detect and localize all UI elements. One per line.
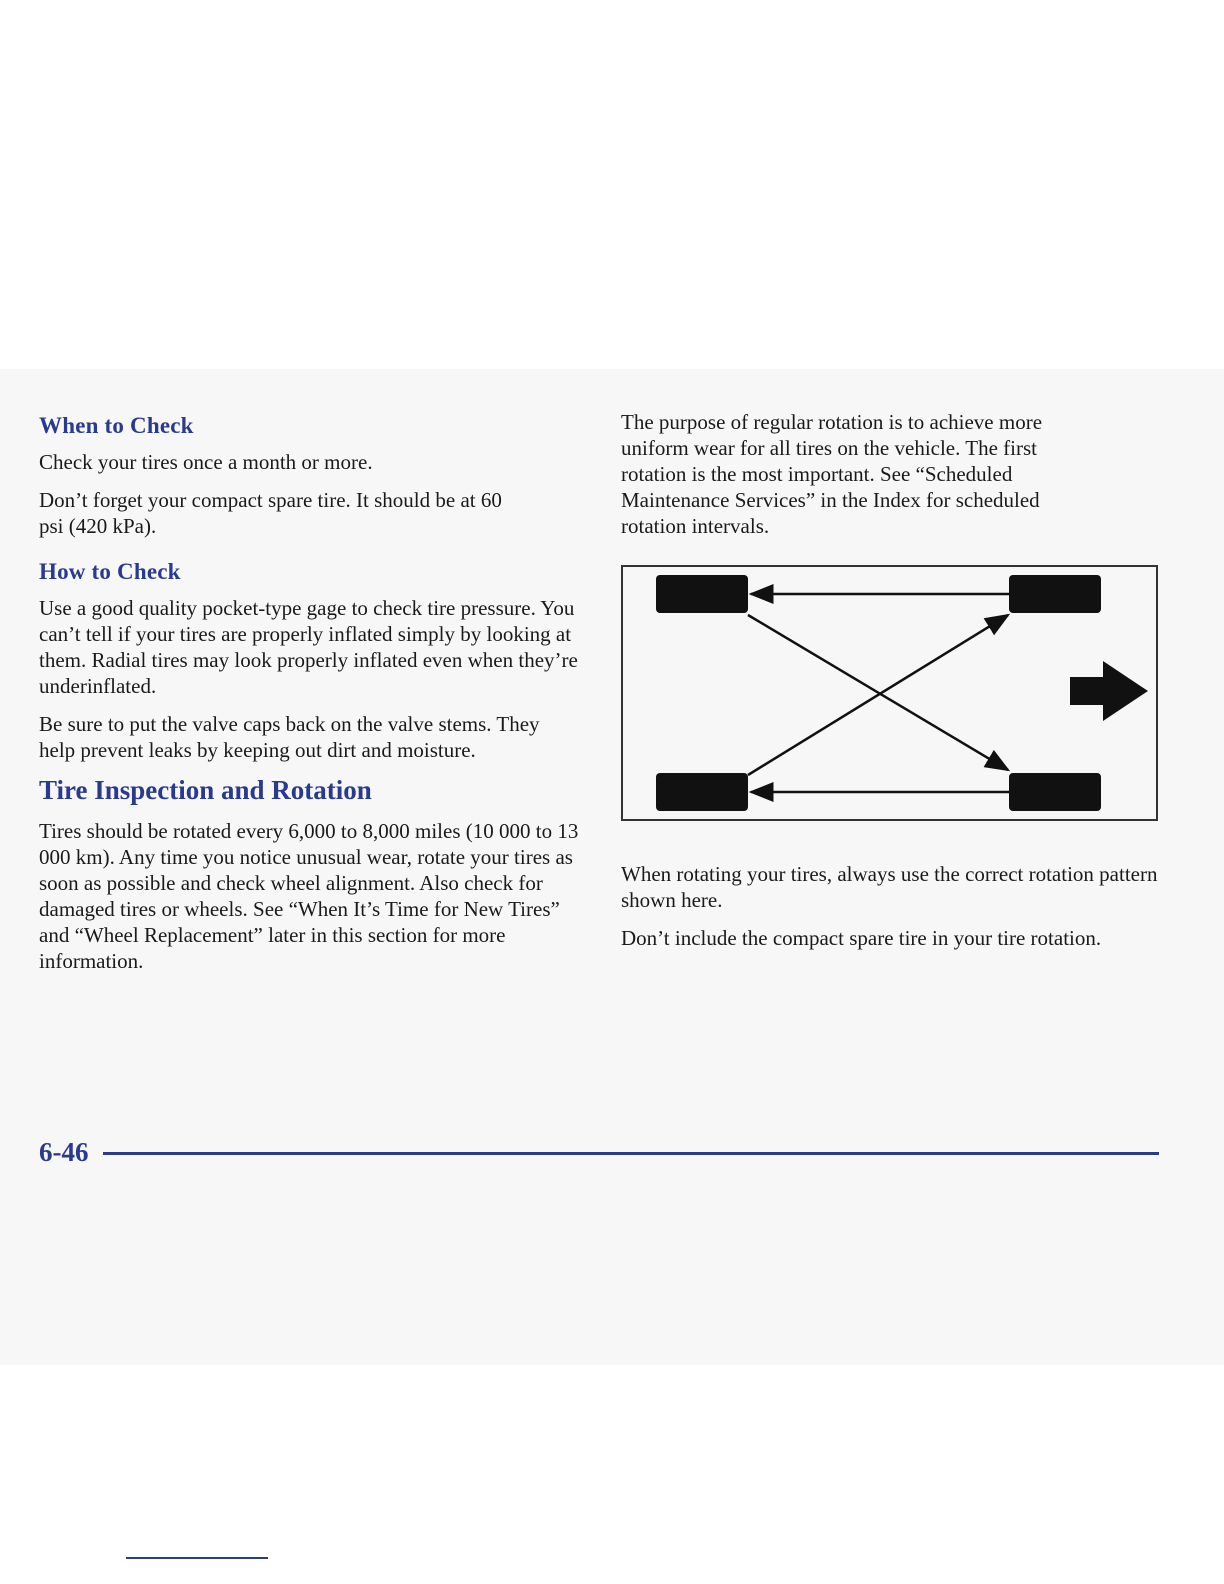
bottom-link-underline [126,1557,268,1559]
rotation-pattern-paragraph: When rotating your tires, always use the correct rotation pattern shown here. [621,862,1158,912]
manual-page [0,369,1224,1365]
purpose-paragraph: The purpose of regular rotation is to achieve more uniform wear for all tires on the vehicle. The first rotation is the most important. See “Scheduled Maintenance Services” in the Index for scheduled rotation intervals. [621,410,1043,538]
tire-rotation-diagram [621,565,1158,821]
tire-inspection-rotation-heading: Tire Inspection and Rotation [39,775,372,805]
forward-arrow-icon [1070,661,1148,721]
when-paragraph-1: Check your tires once a month or more. [39,450,373,474]
when-paragraph-2: Don’t forget your compact spare tire. It should be at 60 psi (420 kPa). [39,488,502,538]
rotation-paragraph: Tires should be rotated every 6,000 to 8,000 miles (10 000 to 13 000 km). Any time you notice unusual wear, rotate your tires as soon as possible and check wheel alignment. Also check for damaged tires or wheels. See “When It’s Time for New Tires” and “Wheel Replacement” later in this section for more information. [39,819,579,973]
after-diagram-text [621,861,1161,951]
footer-rule [103,1152,1159,1155]
when-to-check-heading: When to Check [39,413,194,438]
tire-front-right [1009,575,1101,613]
how-paragraph-1: Use a good quality pocket-type gage to check tire pressure. You can’t tell if your tires are properly inflated simply by looking at them. Radial tires may look properly inflated even when they’re underinflated. [39,596,578,698]
right-column [621,409,1161,963]
tire-front-left [656,575,748,613]
page-footer [39,1137,1159,1167]
left-column [39,409,579,986]
page-number: 6-46 [39,1137,89,1167]
how-to-check-heading: How to Check [39,559,181,584]
rotation-pattern-svg [623,567,1160,823]
how-paragraph-2: Be sure to put the valve caps back on the valve stems. They help prevent leaks by keeping out dirt and moisture. [39,712,540,762]
tire-rear-right [1009,773,1101,811]
tire-rear-left [656,773,748,811]
spare-tire-paragraph: Don’t include the compact spare tire in your tire rotation. [621,926,1102,950]
